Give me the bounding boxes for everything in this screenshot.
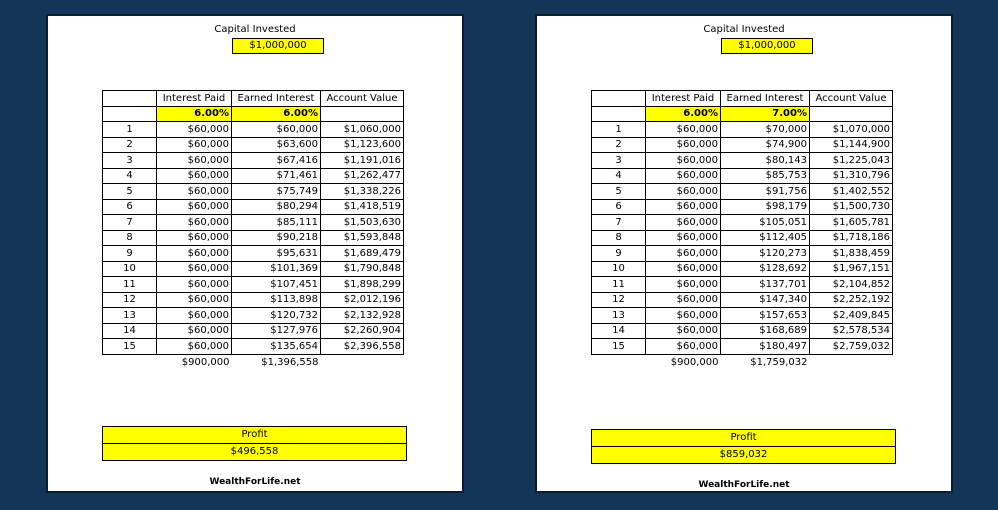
- earned-interest-cell: $85,111: [232, 215, 321, 231]
- interest-paid-cell: $60,000: [646, 199, 721, 215]
- year-cell: 2: [103, 137, 157, 153]
- account-value-cell: $1,402,552: [810, 184, 893, 200]
- table-row: [103, 246, 404, 262]
- table-body: [592, 91, 893, 370]
- rate-row-blank: [103, 106, 157, 122]
- column-header: Earned Interest: [232, 91, 321, 107]
- table-row: [592, 308, 893, 324]
- year-cell: 13: [592, 308, 646, 324]
- interest-paid-cell: $60,000: [157, 153, 232, 169]
- account-value-cell: $2,759,032: [810, 339, 893, 355]
- totals-blank: [321, 354, 404, 370]
- interest-paid-cell: $60,000: [157, 277, 232, 293]
- account-value-cell: $1,262,477: [321, 168, 404, 184]
- table-row: [592, 277, 893, 293]
- account-value-cell: $2,260,904: [321, 323, 404, 339]
- header-row: [592, 91, 893, 107]
- interest-paid-cell: $60,000: [646, 277, 721, 293]
- column-header: Account Value: [810, 91, 893, 107]
- interest-paid-cell: $60,000: [157, 308, 232, 324]
- rate-row-blank: [810, 106, 893, 122]
- header-row: [103, 91, 404, 107]
- year-cell: 7: [592, 215, 646, 231]
- earned-interest-cell: $74,900: [721, 137, 810, 153]
- interest-paid-cell: $60,000: [646, 168, 721, 184]
- profit-value: $496,558: [103, 443, 406, 460]
- earned-interest-cell: $70,000: [721, 122, 810, 138]
- interest-paid-cell: $60,000: [157, 122, 232, 138]
- year-cell: 9: [592, 246, 646, 262]
- rate-row-blank: [321, 106, 404, 122]
- interest-paid-cell: $60,000: [157, 339, 232, 355]
- left-spreadsheet-panel: [46, 14, 464, 493]
- total-earned-interest: $1,396,558: [232, 354, 321, 370]
- earned-interest-rate: 7.00%: [721, 106, 810, 122]
- table-row: [592, 122, 893, 138]
- account-value-cell: $1,718,186: [810, 230, 893, 246]
- account-value-cell: $2,578,534: [810, 323, 893, 339]
- table-row: [592, 215, 893, 231]
- earned-interest-cell: $157,653: [721, 308, 810, 324]
- earned-interest-cell: $90,218: [232, 230, 321, 246]
- profit-label: Profit: [730, 432, 757, 443]
- account-value-cell: $2,012,196: [321, 292, 404, 308]
- interest-paid-cell: $60,000: [157, 230, 232, 246]
- earned-interest-cell: $137,701: [721, 277, 810, 293]
- capital-invested-value: $1,000,000: [232, 38, 324, 54]
- table-row: [103, 261, 404, 277]
- table-row: [592, 153, 893, 169]
- capital-invested-value: $1,000,000: [721, 38, 813, 54]
- profit-value: $859,032: [592, 446, 895, 463]
- year-cell: 5: [592, 184, 646, 200]
- table-row: [103, 137, 404, 153]
- year-cell: 6: [103, 199, 157, 215]
- table-row: [103, 292, 404, 308]
- year-cell: 15: [103, 339, 157, 355]
- table-row: [592, 292, 893, 308]
- account-value-cell: $1,500,730: [810, 199, 893, 215]
- totals-row: [592, 354, 893, 370]
- column-header: [592, 91, 646, 107]
- capital-invested-label: Capital Invested: [703, 24, 785, 35]
- earned-interest-cell: $180,497: [721, 339, 810, 355]
- interest-paid-cell: $60,000: [646, 215, 721, 231]
- interest-paid-rate: 6.00%: [646, 106, 721, 122]
- year-cell: 1: [103, 122, 157, 138]
- year-cell: 2: [592, 137, 646, 153]
- account-value-cell: $1,790,848: [321, 261, 404, 277]
- table-row: [103, 230, 404, 246]
- account-value-cell: $1,838,459: [810, 246, 893, 262]
- earned-interest-cell: $127,976: [232, 323, 321, 339]
- earned-interest-cell: $98,179: [721, 199, 810, 215]
- account-value-cell: $1,967,151: [810, 261, 893, 277]
- earned-interest-cell: $63,600: [232, 137, 321, 153]
- earned-interest-rate: 6.00%: [232, 106, 321, 122]
- year-cell: 1: [592, 122, 646, 138]
- total-earned-interest: $1,759,032: [721, 354, 810, 370]
- year-cell: 8: [103, 230, 157, 246]
- interest-paid-cell: $60,000: [646, 122, 721, 138]
- interest-table: [102, 90, 404, 370]
- table-row: [103, 339, 404, 355]
- column-header: [103, 91, 157, 107]
- year-cell: 3: [592, 153, 646, 169]
- earned-interest-cell: $107,451: [232, 277, 321, 293]
- rate-row: [592, 106, 893, 122]
- interest-paid-cell: $60,000: [646, 230, 721, 246]
- table-row: [592, 230, 893, 246]
- account-value-cell: $1,605,781: [810, 215, 893, 231]
- year-cell: 8: [592, 230, 646, 246]
- account-value-cell: $1,191,016: [321, 153, 404, 169]
- account-value-cell: $1,123,600: [321, 137, 404, 153]
- interest-paid-cell: $60,000: [157, 246, 232, 262]
- column-header: Interest Paid: [157, 91, 232, 107]
- table-row: [103, 122, 404, 138]
- table-row: [103, 199, 404, 215]
- earned-interest-cell: $120,732: [232, 308, 321, 324]
- table-row: [592, 261, 893, 277]
- interest-paid-cell: $60,000: [157, 184, 232, 200]
- account-value-cell: $1,689,479: [321, 246, 404, 262]
- year-cell: 4: [592, 168, 646, 184]
- totals-blank: [592, 354, 646, 370]
- earned-interest-cell: $75,749: [232, 184, 321, 200]
- account-value-cell: $2,396,558: [321, 339, 404, 355]
- totals-row: [103, 354, 404, 370]
- table-row: [592, 246, 893, 262]
- column-header: Interest Paid: [646, 91, 721, 107]
- year-cell: 7: [103, 215, 157, 231]
- year-cell: 12: [592, 292, 646, 308]
- year-cell: 10: [592, 261, 646, 277]
- table-row: [103, 184, 404, 200]
- year-cell: 13: [103, 308, 157, 324]
- right-spreadsheet-panel: [535, 14, 953, 493]
- column-header: Earned Interest: [721, 91, 810, 107]
- interest-paid-cell: $60,000: [646, 292, 721, 308]
- year-cell: 15: [592, 339, 646, 355]
- earned-interest-cell: $120,273: [721, 246, 810, 262]
- table-row: [103, 277, 404, 293]
- footer-credit: WealthForLife.net: [698, 480, 790, 490]
- table-row: [592, 168, 893, 184]
- capital-invested-label: Capital Invested: [214, 24, 296, 35]
- table-row: [103, 168, 404, 184]
- earned-interest-cell: $135,654: [232, 339, 321, 355]
- earned-interest-cell: $101,369: [232, 261, 321, 277]
- totals-blank: [103, 354, 157, 370]
- interest-paid-cell: $60,000: [157, 292, 232, 308]
- interest-paid-cell: $60,000: [157, 323, 232, 339]
- account-value-cell: $2,252,192: [810, 292, 893, 308]
- table-row: [103, 153, 404, 169]
- interest-table: [591, 90, 893, 370]
- year-cell: 12: [103, 292, 157, 308]
- profit-label: Profit: [241, 429, 268, 440]
- year-cell: 5: [103, 184, 157, 200]
- year-cell: 11: [592, 277, 646, 293]
- earned-interest-cell: $105,051: [721, 215, 810, 231]
- interest-paid-cell: $60,000: [646, 339, 721, 355]
- earned-interest-cell: $67,416: [232, 153, 321, 169]
- table-row: [592, 323, 893, 339]
- earned-interest-cell: $112,405: [721, 230, 810, 246]
- interest-paid-cell: $60,000: [157, 215, 232, 231]
- account-value-cell: $2,132,928: [321, 308, 404, 324]
- earned-interest-cell: $113,898: [232, 292, 321, 308]
- interest-paid-cell: $60,000: [646, 308, 721, 324]
- account-value-cell: $1,225,043: [810, 153, 893, 169]
- footer-credit: WealthForLife.net: [209, 477, 301, 487]
- account-value-cell: $2,409,845: [810, 308, 893, 324]
- interest-paid-cell: $60,000: [157, 261, 232, 277]
- earned-interest-cell: $91,756: [721, 184, 810, 200]
- interest-paid-cell: $60,000: [646, 323, 721, 339]
- interest-paid-rate: 6.00%: [157, 106, 232, 122]
- table-row: [103, 323, 404, 339]
- table-row: [592, 184, 893, 200]
- account-value-cell: $1,593,848: [321, 230, 404, 246]
- table-row: [103, 215, 404, 231]
- account-value-cell: $1,310,796: [810, 168, 893, 184]
- earned-interest-cell: $80,294: [232, 199, 321, 215]
- profit-box: [102, 426, 407, 461]
- earned-interest-cell: $147,340: [721, 292, 810, 308]
- account-value-cell: $2,104,852: [810, 277, 893, 293]
- interest-paid-cell: $60,000: [646, 261, 721, 277]
- account-value-cell: $1,144,900: [810, 137, 893, 153]
- interest-paid-cell: $60,000: [646, 153, 721, 169]
- interest-paid-cell: $60,000: [646, 137, 721, 153]
- earned-interest-cell: $60,000: [232, 122, 321, 138]
- earned-interest-cell: $85,753: [721, 168, 810, 184]
- profit-box: [591, 429, 896, 464]
- earned-interest-cell: $168,689: [721, 323, 810, 339]
- interest-paid-cell: $60,000: [157, 137, 232, 153]
- table-body: [103, 91, 404, 370]
- account-value-cell: $1,060,000: [321, 122, 404, 138]
- year-cell: 10: [103, 261, 157, 277]
- column-header: Account Value: [321, 91, 404, 107]
- year-cell: 6: [592, 199, 646, 215]
- earned-interest-cell: $71,461: [232, 168, 321, 184]
- earned-interest-cell: $95,631: [232, 246, 321, 262]
- interest-paid-cell: $60,000: [646, 184, 721, 200]
- table-row: [592, 339, 893, 355]
- rate-row-blank: [592, 106, 646, 122]
- table-row: [592, 199, 893, 215]
- total-interest-paid: $900,000: [646, 354, 721, 370]
- year-cell: 14: [592, 323, 646, 339]
- table-row: [592, 137, 893, 153]
- totals-blank: [810, 354, 893, 370]
- account-value-cell: $1,418,519: [321, 199, 404, 215]
- interest-paid-cell: $60,000: [646, 246, 721, 262]
- account-value-cell: $1,503,630: [321, 215, 404, 231]
- year-cell: 11: [103, 277, 157, 293]
- earned-interest-cell: $128,692: [721, 261, 810, 277]
- rate-row: [103, 106, 404, 122]
- year-cell: 3: [103, 153, 157, 169]
- account-value-cell: $1,070,000: [810, 122, 893, 138]
- earned-interest-cell: $80,143: [721, 153, 810, 169]
- total-interest-paid: $900,000: [157, 354, 232, 370]
- account-value-cell: $1,898,299: [321, 277, 404, 293]
- interest-paid-cell: $60,000: [157, 199, 232, 215]
- interest-paid-cell: $60,000: [157, 168, 232, 184]
- year-cell: 14: [103, 323, 157, 339]
- table-row: [103, 308, 404, 324]
- year-cell: 9: [103, 246, 157, 262]
- account-value-cell: $1,338,226: [321, 184, 404, 200]
- year-cell: 4: [103, 168, 157, 184]
